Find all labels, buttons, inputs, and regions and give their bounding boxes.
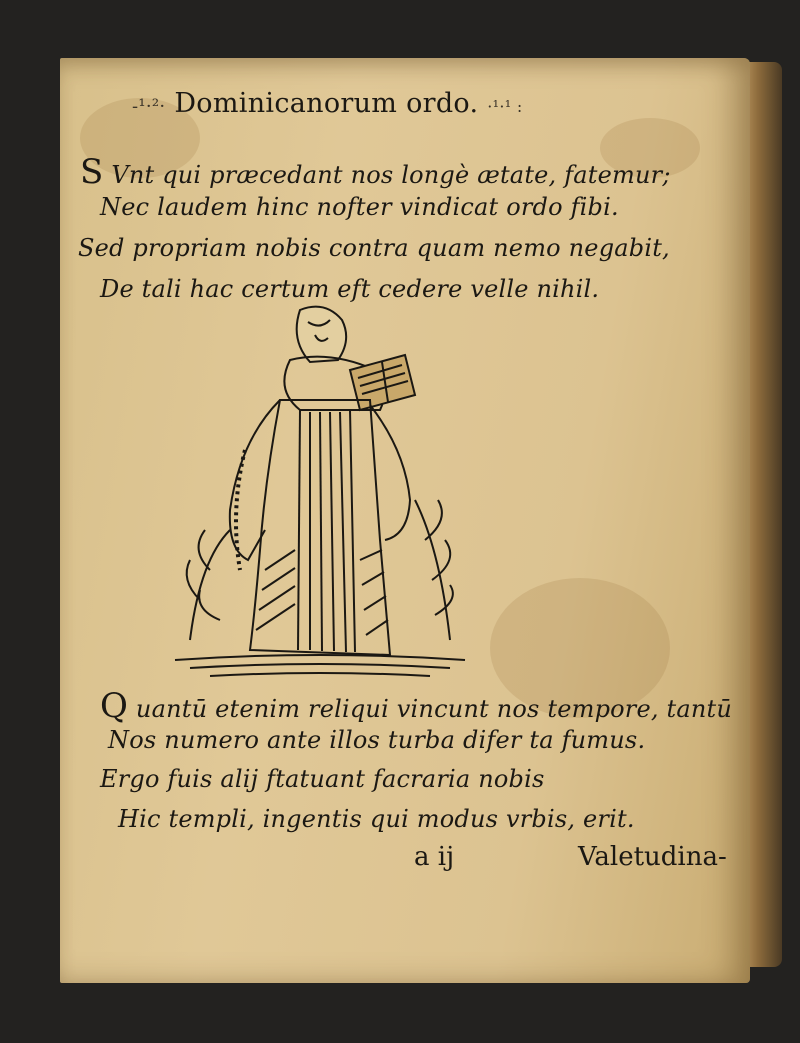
heading-trailing-marks: ·¹·¹ :: [487, 97, 523, 116]
heading-title: Dominicanorum ordo.: [174, 88, 479, 119]
verse-line-6: Nos numero ante illos turba difer ta fumus.: [108, 726, 646, 754]
verse-line-2: Nec laudem hinc nofter vindicat ordo fibi.: [100, 193, 619, 221]
verse-line-5: [100, 686, 732, 726]
verse-line-8: Hic templi, ingentis qui modus vrbis, erit.: [118, 805, 635, 833]
verse-line-7: Ergo fuis alij ftatuant facraria nobis: [100, 765, 545, 793]
verse-text: uantū etenim reliqui vincunt nos tempore, tantū: [135, 695, 733, 723]
page-heading: [132, 88, 523, 119]
verse-line-3: Sed propriam nobis contra quam nemo negabit,: [78, 234, 670, 262]
verse-line-4: De tali hac certum eft cedere velle nihil.: [100, 275, 600, 303]
verse-line-1: [80, 152, 671, 192]
heading-leading-marks: -¹·²·: [132, 96, 166, 117]
signature-mark: a ij: [414, 842, 455, 872]
catchword: Valetudina-: [578, 842, 727, 872]
friar-woodcut-icon: [170, 300, 470, 690]
drop-cap: Q: [100, 686, 129, 726]
drop-cap: S: [80, 152, 104, 192]
verse-text: Vnt qui præcedant nos longè ætate, fatemur;: [111, 161, 671, 189]
